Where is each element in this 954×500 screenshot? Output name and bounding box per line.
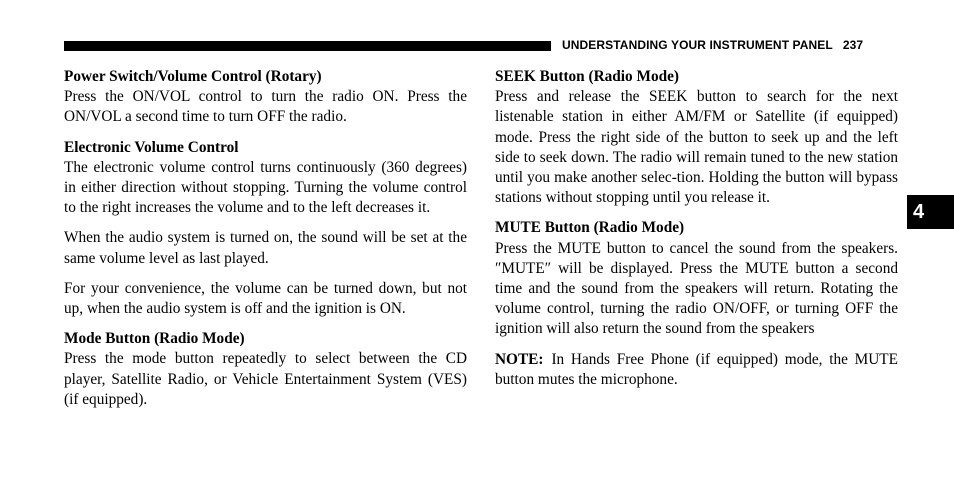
power-switch-text: Press the ON/VOL control to turn the radio ON. Press the ON/VOL a second time to turn OFF the radio. [64, 88, 467, 126]
note-paragraph [495, 350, 898, 390]
convenience-text: For your convenience, the volume can be turned down, but not up, when the audio system is off and the ignition is ON. [64, 279, 467, 318]
audio-on-text: When the audio system is turned on, the sound will be set at the same volume level as last played. [64, 229, 467, 267]
mode-button-heading: Mode Button (Radio Mode) [64, 330, 245, 348]
chapter-tab: 4 [907, 195, 954, 229]
power-switch-heading: Power Switch/Volume Control (Rotary) [64, 68, 322, 85]
note-text: In Hands Free Phone (if equipped) mode, the MUTE button mutes the microphone. [495, 350, 898, 388]
volume-control-heading: Electronic Volume Control [64, 138, 239, 156]
mute-button-heading: MUTE Button (Radio Mode) [495, 219, 685, 237]
left-column [64, 67, 467, 410]
header-title: UNDERSTANDING YOUR INSTRUMENT PANEL [562, 38, 833, 52]
mute-button-text: Press the MUTE button to cancel the sound from the speakers. ″MUTE″ will be displayed. Press the MUTE button a second time and the sound from the speakers will return. Rotating the volume control, turning the radio ON/OFF, or turning OFF the ignition will also return the sound from the speakers [495, 239, 898, 338]
seek-button-text: Press and release the SEEK button to search for the next listenable station in either AM/FM or Satellite (if equipped) mode. Press the right side of the button to seek up and the left side to seek down. The radio will remain tuned to the new station until you make another selec-tion. Holding the button will bypass stations without stopping until you release it. [495, 88, 898, 207]
running-header [562, 38, 863, 52]
mode-button-text: Press the mode button repeatedly to select between the CD player, Satellite Radio, or Vehicle Entertainment System (VES) (if equipped). [64, 350, 467, 408]
header-rule [64, 41, 551, 51]
right-column [495, 67, 898, 390]
note-label: NOTE: [495, 350, 544, 368]
page-number: 237 [842, 38, 864, 52]
volume-control-text: The electronic volume control turns continuously (360 degrees) in either direction without stopping. Turning the volume control to the right increases the volume and to the left decreases it. [64, 158, 467, 217]
seek-button-heading: SEEK Button (Radio Mode) [495, 68, 680, 85]
